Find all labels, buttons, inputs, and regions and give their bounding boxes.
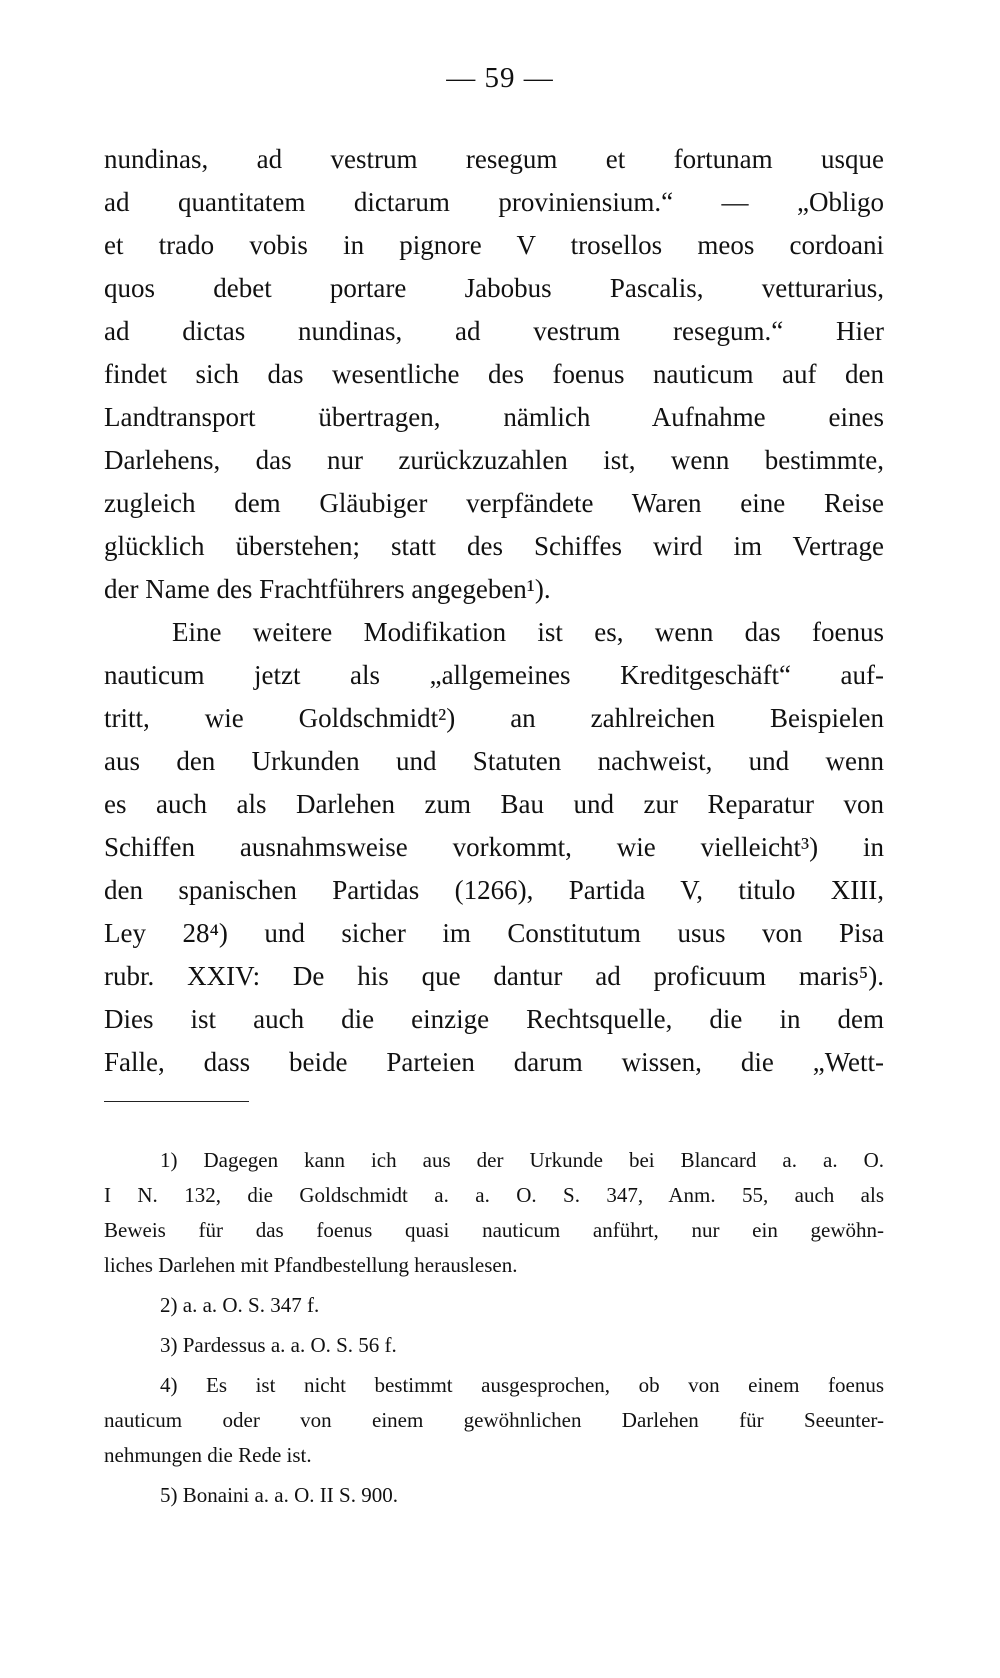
text-line: aus den Urkunden und Statuten nachweist, und wenn	[104, 746, 884, 776]
footnote-line: nauticum oder von einem gewöhnlichen Darlehen für Seeunter-	[104, 1408, 884, 1432]
text-line: Dies ist auch die einzige Rechtsquelle, die in dem	[104, 1004, 884, 1034]
text-line: den spanischen Partidas (1266), Partida V, titulo XIII,	[104, 875, 884, 905]
text-line: es auch als Darlehen zum Bau und zur Reparatur von	[104, 789, 884, 819]
footnote	[104, 1288, 884, 1323]
footnote-line: nehmungen die Rede ist.	[104, 1443, 312, 1467]
footnote-line: 3) Pardessus a. a. O. S. 56 f.	[160, 1333, 397, 1357]
footnote-divider	[104, 1101, 249, 1102]
footnote-line: 2) a. a. O. S. 347 f.	[160, 1293, 320, 1317]
text-line: zugleich dem Gläubiger verpfändete Waren eine Reise	[104, 488, 884, 518]
text-line: quos debet portare Jabobus Pascalis, vetturarius,	[104, 273, 884, 303]
footnote-line: 5) Bonaini a. a. O. II S. 900.	[160, 1483, 398, 1507]
main-text	[104, 138, 884, 1084]
text-line: nundinas, ad vestrum resegum et fortunam usque	[104, 144, 884, 174]
footnotes	[104, 1143, 884, 1513]
footnote-line: I N. 132, die Goldschmidt a. a. O. S. 347, Anm. 55, auch als	[104, 1183, 884, 1207]
text-line: Landtransport übertragen, nämlich Aufnahme eines	[104, 402, 884, 432]
footnote-line: 1) Dagegen kann ich aus der Urkunde bei Blancard a. a. O.	[160, 1148, 884, 1172]
text-line: findet sich das wesentliche des foenus nauticum auf den	[104, 359, 884, 389]
footnote	[104, 1328, 884, 1363]
text-line: rubr. XXIV: De his que dantur ad proficuum maris⁵).	[104, 961, 884, 991]
footnote	[104, 1143, 884, 1283]
footnote-line: Beweis für das foenus quasi nauticum anführt, nur ein gewöhn-	[104, 1218, 884, 1242]
footnote	[104, 1368, 884, 1473]
text-line: der Name des Frachtführers angegeben¹).	[104, 574, 551, 604]
text-line: glücklich überstehen; statt des Schiffes wird im Vertrage	[104, 531, 884, 561]
text-line: Darlehens, das nur zurückzuzahlen ist, wenn bestimmte,	[104, 445, 884, 475]
footnote	[104, 1478, 884, 1513]
text-line: Ley 28⁴) und sicher im Constitutum usus von Pisa	[104, 918, 884, 948]
text-line: Falle, dass beide Parteien darum wissen, die „Wett-	[104, 1047, 884, 1077]
text-line: Schiffen ausnahmsweise vorkommt, wie vielleicht³) in	[104, 832, 884, 862]
footnote-line: 4) Es ist nicht bestimmt ausgesprochen, ob von einem foenus	[160, 1373, 884, 1397]
text-line: Eine weitere Modifikation ist es, wenn das foenus	[172, 617, 884, 647]
text-line: tritt, wie Goldschmidt²) an zahlreichen Beispielen	[104, 703, 884, 733]
text-line: nauticum jetzt als „allgemeines Kreditgeschäft“ auf-	[104, 660, 884, 690]
text-line: ad dictas nundinas, ad vestrum resegum.“ Hier	[104, 316, 884, 346]
page-number: — 59 —	[446, 62, 554, 94]
text-line: et trado vobis in pignore V trosellos meos cordoani	[104, 230, 884, 260]
text-line: ad quantitatem dictarum proviniensium.“ — „Obligo	[104, 187, 884, 217]
footnote-line: liches Darlehen mit Pfandbestellung herauslesen.	[104, 1253, 518, 1277]
